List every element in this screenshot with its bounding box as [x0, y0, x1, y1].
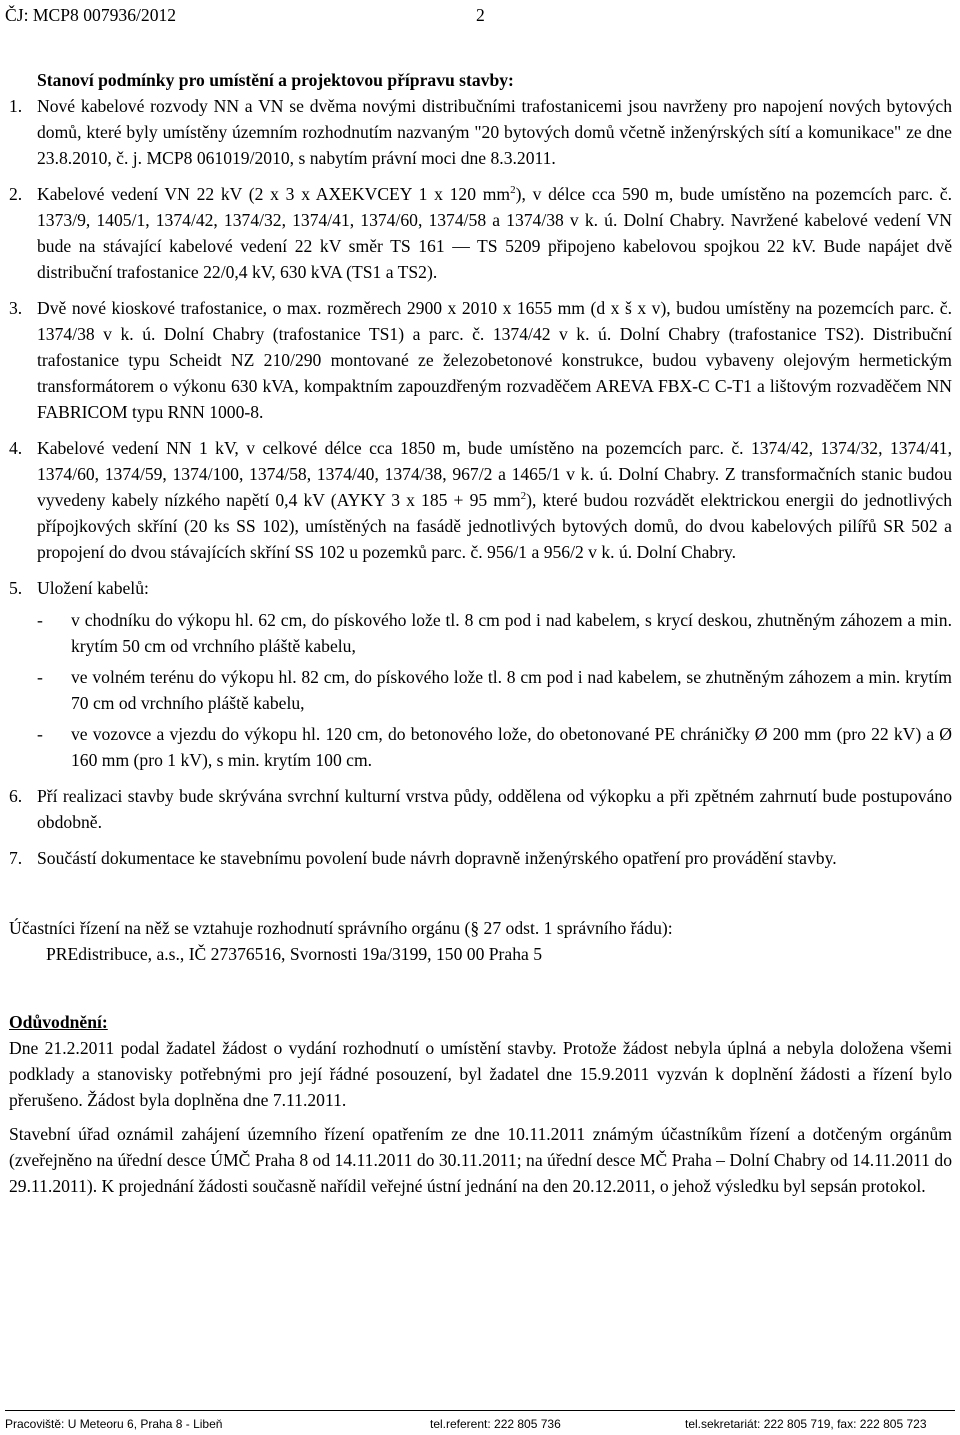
footer-secretariat: tel.sekretariát: 222 805 719, fax: 222 805 723 — [685, 1417, 927, 1431]
item-number: 4. — [9, 438, 23, 458]
list-item — [9, 435, 952, 565]
list-item — [9, 295, 952, 425]
list-item — [9, 845, 952, 871]
item-text: Nové kabelové rozvody NN a VN se dvěma novými distribučními trafostanicemi jsou navrženy pro napojení nových bytových domů, které byly umístěny územním rozhodnutím nazvaným "20 bytových domů včetně inženýrských sítí a komunikace" ze dne 23.8.2010, č. j. MCP8 061019/2010, s nabytím právní moci dne 8.3.2011. — [37, 96, 952, 168]
dash-item — [9, 607, 952, 659]
dash-text: ve vozovce a vjezdu do výkopu hl. 120 cm, do betonového lože, do obetonované PE chráničky Ø 200 mm (pro 22 kV) a Ø 160 mm (pro 1 kV), s min. krytím 100 cm. — [71, 724, 952, 770]
reference-number: ČJ: MCP8 007936/2012 — [5, 5, 177, 25]
item-number: 7. — [9, 848, 23, 868]
participant-entity: PREdistribuce, a.s., IČ 27376516, Svornosti 19a/3199, 150 00 Praha 5 — [46, 944, 543, 964]
dash-item — [9, 664, 952, 716]
item-text: ), v délce cca 590 m, bude umístěno na pozemcích parc. č. 1373/9, 1405/1, 1374/42, 1374/32, 1374/41, 1374/60, 1374/58 a 1374/38 v k. ú. Dolní Chabry. Navržené kabelové vedení VN bude na stávající kabelové vedení 22 kV směr TS 161 — TS 5209 připojeno kabelovou spojkou 22 kV. Bude napájet dvě distribuční trafostanice 22/0,4 kV, 630 kVA (TS1 a TS2). — [37, 184, 952, 282]
dash-text: v chodníku do výkopu hl. 62 cm, do pískového lože tl. 8 cm pod i nad kabelem, s krycí deskou, zhutněným záhozem a min. krytím 50 cm od vrchního pláště kabelu, — [71, 610, 952, 656]
justification-paragraph: Dne 21.2.2011 podal žadatel žádost o vydání rozhodnutí o umístění stavby. Protože žádost nebyla úplná a nebyla doložena všemi podklady a stanovisky potřebnými pro její řádné posouzení, byl žadatel dne 15.9.2011 vyzván k doplnění žádosti a řízení bylo přerušeno. Žádost byla doplněna dne 7.11.2011. — [9, 1038, 952, 1110]
dash-text: ve volném terénu do výkopu hl. 82 cm, do pískového lože tl. 8 cm pod i nad kabelem, se zhutněným záhozem a min. krytím 70 cm od vrchního pláště kabelu, — [71, 667, 952, 713]
justification-paragraph: Stavební úřad oznámil zahájení územního řízení opatřením ze dne 10.11.2011 známým účastníkům řízení a dotčeným orgánům (zveřejněno na úřední desce ÚMČ Praha 8 od 14.11.2011 do 30.11.2011; na úřední desce MČ Praha – Dolní Chabry od 14.11.2011 do 29.11.2011). K projednání žádosti současně nařídil veřejné ústní jednání na den 20.12.2011, o jehož výsledku byl sepsán protokol. — [9, 1124, 952, 1196]
item-text: Kabelové vedení VN 22 kV (2 x 3 x AXEKVCEY 1 x 120 mm — [37, 184, 511, 204]
dash-marker: - — [37, 667, 43, 687]
superscript: 2 — [520, 490, 527, 503]
footer-referent: tel.referent: 222 805 736 — [430, 1417, 561, 1431]
superscript: 2 — [510, 184, 516, 197]
dash-marker: - — [37, 724, 43, 744]
item-text: ), které budou rozvádět elektrickou energii do jednotlivých přípojkových skříní (20 ks SS 102), umístěných na fasádě jednotlivých bytových domů, do dvou kabelových pilířů SR 502 a propojení do dvou stávajících skříní SS 102 u pozemků parc. č. 956/1 a 956/2 v k. ú. Dolní Chabry. — [37, 490, 953, 562]
item-number: 1. — [9, 96, 23, 116]
list-item — [9, 575, 952, 601]
item-number: 2. — [9, 184, 23, 204]
item-text: Kabelové vedení NN 1 kV, v celkové délce cca 1850 m, bude umístěno na pozemcích parc. č. 1374/42, 1374/32, 1374/41, 1374/60, 1374/59, 1374/100, 1374/58, 1374/40, 1374/38, 967/2 a 1465/1 v k. ú. Dolní Chabry. Z transformačních stanic budou vyvedeny kabely nízkého napětí 0,4 kV (AYKY 3 x 185 + 95 mm — [37, 438, 952, 510]
item-text: Součástí dokumentace ke stavebnímu povolení bude návrh dopravně inženýrského opatření pro provádění stavby. — [37, 848, 837, 868]
list-item — [9, 783, 952, 835]
item-text: Dvě nové kioskové trafostanice, o max. rozměrech 2900 x 2010 x 1655 mm (d x š x v), budou umístěny na pozemcích parc. č. 1374/38 v k. ú. Dolní Chabry (trafostanice TS1) a parc. č. 1374/42 v k. ú. Dolní Chabry (trafostanice TS2). Distribuční trafostanice typu Scheidt NZ 210/290 montované ze železobetonové konstrukce, budou vybaveny olejovým hermetickým transformátorem o výkonu 630 kVA, kompaktním zapouzdřeným rozvaděčem AREVA FBX-C C-T1 a lištovým rozvaděčem NN FABRICOM typu RNN 1000-8. — [37, 298, 952, 422]
item-number: 6. — [9, 786, 23, 806]
page-header — [5, 2, 955, 28]
document-body — [9, 67, 952, 1199]
item-number: 3. — [9, 298, 23, 318]
item-text: Uložení kabelů: — [37, 578, 149, 598]
list-item — [9, 181, 952, 285]
justification-title: Odůvodnění: — [9, 1012, 108, 1032]
footer-workplace: Pracoviště: U Meteoru 6, Praha 8 - Libeň — [5, 1417, 223, 1431]
item-number: 5. — [9, 578, 23, 598]
page-footer — [5, 1410, 955, 1431]
dash-marker: - — [37, 610, 43, 630]
dash-item — [9, 721, 952, 773]
section-heading: Stanoví podmínky pro umístění a projektovou přípravu stavby: — [37, 70, 514, 90]
list-item — [9, 93, 952, 171]
item-text: Pří realizaci stavby bude skrývána svrchní kulturní vrstva půdy, oddělena od výkopku a při zpětném zahrnutí bude postupováno obdobně. — [37, 786, 952, 832]
page-number: 2 — [476, 5, 485, 25]
participants-intro: Účastníci řízení na něž se vztahuje rozhodnutí správního orgánu (§ 27 odst. 1 správního řádu): — [9, 918, 673, 938]
